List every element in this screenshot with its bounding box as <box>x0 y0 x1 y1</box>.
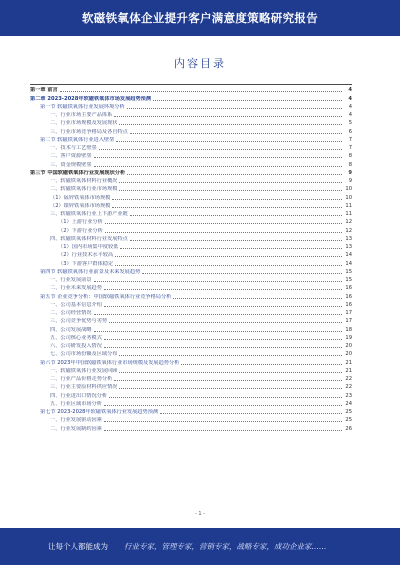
toc-entry[interactable] <box>30 160 352 168</box>
page-header <box>0 0 400 36</box>
toc-entry-page: 10 <box>345 186 352 193</box>
toc-entry-title: 二、公司经营情况 <box>50 310 92 316</box>
toc-entry[interactable] <box>30 235 352 243</box>
toc-entry[interactable] <box>30 391 352 399</box>
toc-leader-dots <box>104 430 342 431</box>
toc-leader-dots <box>114 116 342 117</box>
toc-entry[interactable] <box>30 202 352 210</box>
toc-entry-page: 20 <box>345 343 352 349</box>
toc-entry[interactable] <box>30 375 352 383</box>
toc-entry-page: 23 <box>345 392 352 399</box>
toc-leader-dots <box>115 256 342 257</box>
toc-entry-page: 21 <box>345 367 352 374</box>
toc-entry-page: 25 <box>345 417 352 424</box>
toc-entry-page: 19 <box>345 334 352 341</box>
toc-leader-dots <box>105 223 342 224</box>
toc-entry[interactable] <box>30 111 352 119</box>
toc-entry-title: 七、公司市场份额及区域分布 <box>50 351 118 358</box>
toc-entry-page: 25 <box>345 409 352 415</box>
toc-entry[interactable] <box>30 210 352 218</box>
toc-entry[interactable] <box>30 408 352 416</box>
toc-entry-title: 四、公司发展战略 <box>50 326 92 333</box>
toc-entry-title: 第二节 软磁铁氧体行业进入壁垒 <box>40 136 115 143</box>
toc-entry-title: 一、行业市场主要产品体系 <box>50 112 113 118</box>
toc-leader-dots <box>94 331 342 332</box>
toc-entry[interactable] <box>30 400 352 408</box>
toc-entry-title: （2）下游行业分析 <box>58 227 103 234</box>
toc-entry-page: 4 <box>348 95 352 102</box>
toc-entry-title: （2）行业技术水平较高 <box>58 252 114 259</box>
toc-entry-page: 4 <box>348 112 352 118</box>
toc-leader-dots <box>119 388 342 389</box>
toc-entry-title: （2）镍锌铁氧体市场规模 <box>50 202 111 209</box>
toc-entry-page: 17 <box>345 318 352 325</box>
toc-entry-page: 7 <box>348 136 352 143</box>
toc-leader-dots <box>112 207 342 208</box>
toc-leader-dots <box>119 355 342 356</box>
toc-entry[interactable] <box>30 367 352 375</box>
toc-entry-title: 六、公司研发投入情况 <box>50 343 102 349</box>
toc-entry[interactable] <box>30 103 352 111</box>
toc-entry-title: （1）上游行业分析 <box>58 219 103 226</box>
toc-entry[interactable] <box>30 169 352 177</box>
toc-entry[interactable] <box>30 342 352 350</box>
toc-entry[interactable] <box>30 383 352 391</box>
toc-top-rule <box>30 84 352 85</box>
toc-entry[interactable] <box>30 119 352 127</box>
toc-entry-page: 14 <box>345 260 352 267</box>
toc-leader-dots <box>130 240 342 241</box>
toc-entry-page: 4 <box>348 87 352 94</box>
toc-leader-dots <box>109 397 342 398</box>
toc-entry[interactable] <box>30 193 352 201</box>
toc-entry-page: 11 <box>345 202 352 209</box>
toc-entry-title: 第一章 前言 <box>30 87 58 94</box>
toc-entry-title: 二、软磁铁氧体行业市场规模 <box>50 186 118 193</box>
toc-entry-page: 18 <box>345 326 352 333</box>
toc-leader-dots <box>119 372 342 373</box>
toc-leader-dots <box>114 380 342 381</box>
toc-entry[interactable] <box>30 218 352 226</box>
toc-entry[interactable] <box>30 152 352 160</box>
toc-entry-page: 10 <box>345 194 352 201</box>
toc-entry-title: 三、行业主要原材料供应情况 <box>50 384 118 391</box>
toc-entry[interactable] <box>30 424 352 432</box>
page-footer <box>0 528 400 565</box>
toc-entry[interactable] <box>30 317 352 325</box>
toc-entry-page: 16 <box>345 293 352 300</box>
toc-entry-title: （3）下游客户群体稳定 <box>58 260 114 267</box>
toc-entry-title: 一、软磁铁氧体材料行业概况 <box>50 178 118 184</box>
toc-leader-dots <box>130 133 342 134</box>
toc-entry-page: 12 <box>345 227 352 234</box>
toc-entry-page: 6 <box>348 128 352 135</box>
toc-leader-dots <box>104 289 342 290</box>
page-number: - 1 - <box>195 511 205 517</box>
toc-entry-page: 8 <box>348 153 352 160</box>
toc-entry-page: 22 <box>345 376 352 382</box>
toc-entry-page: 9 <box>348 169 352 176</box>
toc-entry-title: 一、行业发展驱动因素 <box>50 417 102 424</box>
toc-entry-title: 一、软磁铁氧体行业发展回顾 <box>50 367 118 374</box>
toc-entry-title: 二、行业未来发展趋势 <box>50 285 102 292</box>
toc-leader-dots <box>181 364 342 365</box>
toc-leader-dots <box>120 248 342 249</box>
toc-entry[interactable] <box>30 259 352 267</box>
toc-entry-title: 三、软磁铁氧体行业上下游产业链 <box>50 211 128 217</box>
toc-entry-page: 26 <box>345 425 352 432</box>
toc-entry-page: 15 <box>345 268 352 275</box>
footer-slogan: 让每个人都能成为 <box>48 542 108 551</box>
toc-entry-title: （1）锰锌铁氧体市场规模 <box>50 194 111 201</box>
toc-entry-page: 5 <box>348 120 352 127</box>
toc-entry-title: 第四节 软磁铁氧体行业前景及未来发展趋势 <box>40 268 141 275</box>
toc-entry-page: 22 <box>345 384 352 391</box>
toc-entry-page: 12 <box>345 219 352 226</box>
toc-leader-dots <box>153 100 342 101</box>
footer-tagline: 行业专家，管理专家，营销专家，战略专家，成功企业家…… <box>124 542 327 551</box>
toc-entry-title: 三、资金规模壁垒 <box>50 161 92 168</box>
toc-leader-dots <box>130 215 342 216</box>
toc-leader-dots <box>112 199 342 200</box>
report-title: 软磁铁氧体企业提升客户满意度策略研究报告 <box>82 11 318 25</box>
toc-entry-page: 16 <box>345 301 352 308</box>
toc-entry-title: 三、公司竞争优势与劣势 <box>50 318 108 325</box>
toc-entry-page: 17 <box>345 310 352 316</box>
toc-entry-page: 13 <box>345 244 352 250</box>
toc-leader-dots <box>104 339 342 340</box>
toc-entry[interactable] <box>30 325 352 333</box>
toc-entry-title: 四、行业进出口情况分析 <box>50 392 108 399</box>
toc-entry[interactable] <box>30 185 352 193</box>
toc-entry-title: 二、行业市场规模及发展现状 <box>50 120 118 127</box>
toc-entry[interactable] <box>30 136 352 144</box>
toc-entry-title: 第六节 2023年中国软磁铁氧体行业市场规模及发展趋势分析 <box>40 359 180 366</box>
toc-entry[interactable] <box>30 350 352 358</box>
toc-entry-page: 16 <box>345 285 352 292</box>
toc-entry[interactable] <box>30 144 352 152</box>
toc-entry[interactable] <box>30 276 352 284</box>
toc-leader-dots <box>119 124 342 125</box>
toc-leader-dots <box>104 306 342 307</box>
toc-entry-page: 20 <box>345 351 352 358</box>
toc-leader-dots <box>119 190 342 191</box>
toc-entry-page: 4 <box>348 103 352 110</box>
toc-leader-dots <box>94 166 342 167</box>
toc-entry-page: 11 <box>345 211 352 217</box>
toc-leader-dots <box>109 322 342 323</box>
toc-entry[interactable] <box>30 251 352 259</box>
toc-leader-dots <box>104 347 342 348</box>
toc-title: 内容目录 <box>174 57 226 70</box>
toc-leader-dots <box>99 149 342 150</box>
toc-entry[interactable] <box>30 86 352 94</box>
toc-leader-dots <box>94 281 342 282</box>
toc-entry-title: 二、行业产品价格走势分析 <box>50 376 113 382</box>
toc-entry[interactable] <box>30 358 352 366</box>
toc-leader-dots <box>60 91 342 92</box>
toc-entry-title: 第五节 企业竞争分析：中国软磁铁氧体行业竞争格局分析 <box>40 293 172 300</box>
toc-entry[interactable] <box>30 301 352 309</box>
toc-leader-dots <box>104 405 342 406</box>
toc-entry-title: （1）国内市场集中度较低 <box>58 244 119 250</box>
toc-leader-dots <box>94 157 342 158</box>
toc-entry[interactable] <box>30 416 352 424</box>
toc-entry[interactable] <box>30 309 352 317</box>
toc-entry[interactable] <box>30 226 352 234</box>
toc-entry-title: 二、行业发展制约因素 <box>50 425 102 432</box>
toc-entry-page: 8 <box>348 161 352 168</box>
toc-entry[interactable] <box>30 268 352 276</box>
toc-entry-page: 9 <box>348 178 352 184</box>
toc-leader-dots <box>142 273 342 274</box>
toc-leader-dots <box>173 298 342 299</box>
toc-entry-title: 一、技术与工艺壁垒 <box>50 145 97 151</box>
toc-leader-dots <box>105 232 342 233</box>
toc-entry[interactable] <box>30 334 352 342</box>
toc-entry-title: 二、客户资源壁垒 <box>50 153 92 160</box>
toc-leader-dots <box>127 108 342 109</box>
toc-entry[interactable] <box>30 177 352 185</box>
toc-leader-dots <box>115 265 342 266</box>
toc-leader-dots <box>104 421 342 422</box>
toc-leader-dots <box>119 182 342 183</box>
toc-entry-title: 五、行业区域市场分析 <box>50 400 102 407</box>
toc-entry-page: 24 <box>345 400 352 407</box>
toc-leader-dots <box>160 413 342 414</box>
toc-entry[interactable] <box>30 127 352 135</box>
toc-entry-page: 7 <box>348 145 352 151</box>
toc-leader-dots <box>127 174 342 175</box>
toc-entry[interactable] <box>30 284 352 292</box>
table-of-contents <box>30 86 352 433</box>
toc-entry[interactable] <box>30 243 352 251</box>
toc-entry-page: 13 <box>345 235 352 242</box>
toc-entry-title: 第七节 2023-2028年软磁铁氧体行业发展趋势预测 <box>40 409 159 415</box>
toc-entry[interactable] <box>30 94 352 102</box>
toc-entry-page: 15 <box>345 277 352 283</box>
toc-entry-title: 第三节 中国软磁铁氧体行业发展现状分析 <box>30 169 126 176</box>
toc-entry-title: 一、行业发展前景 <box>50 277 92 283</box>
toc-entry[interactable] <box>30 292 352 300</box>
toc-entry-title: 三、行业市场竞争格局及各自特点 <box>50 128 128 135</box>
toc-entry-page: 14 <box>345 252 352 259</box>
toc-entry-title: 第二章 2023-2028年软磁铁氧体市场发展趋势预测 <box>30 95 152 102</box>
toc-entry-page: 21 <box>345 359 352 366</box>
toc-entry-title: 第一节 软磁铁氧体行业发展环境分析 <box>40 103 125 110</box>
toc-leader-dots <box>94 314 342 315</box>
toc-entry-title: 五、公司核心业务模式 <box>50 334 102 341</box>
toc-leader-dots <box>116 141 342 142</box>
toc-entry-title: 一、公司基本信息介绍 <box>50 301 102 308</box>
toc-entry-title: 四、软磁铁氧体材料行业发展特点 <box>50 235 128 242</box>
